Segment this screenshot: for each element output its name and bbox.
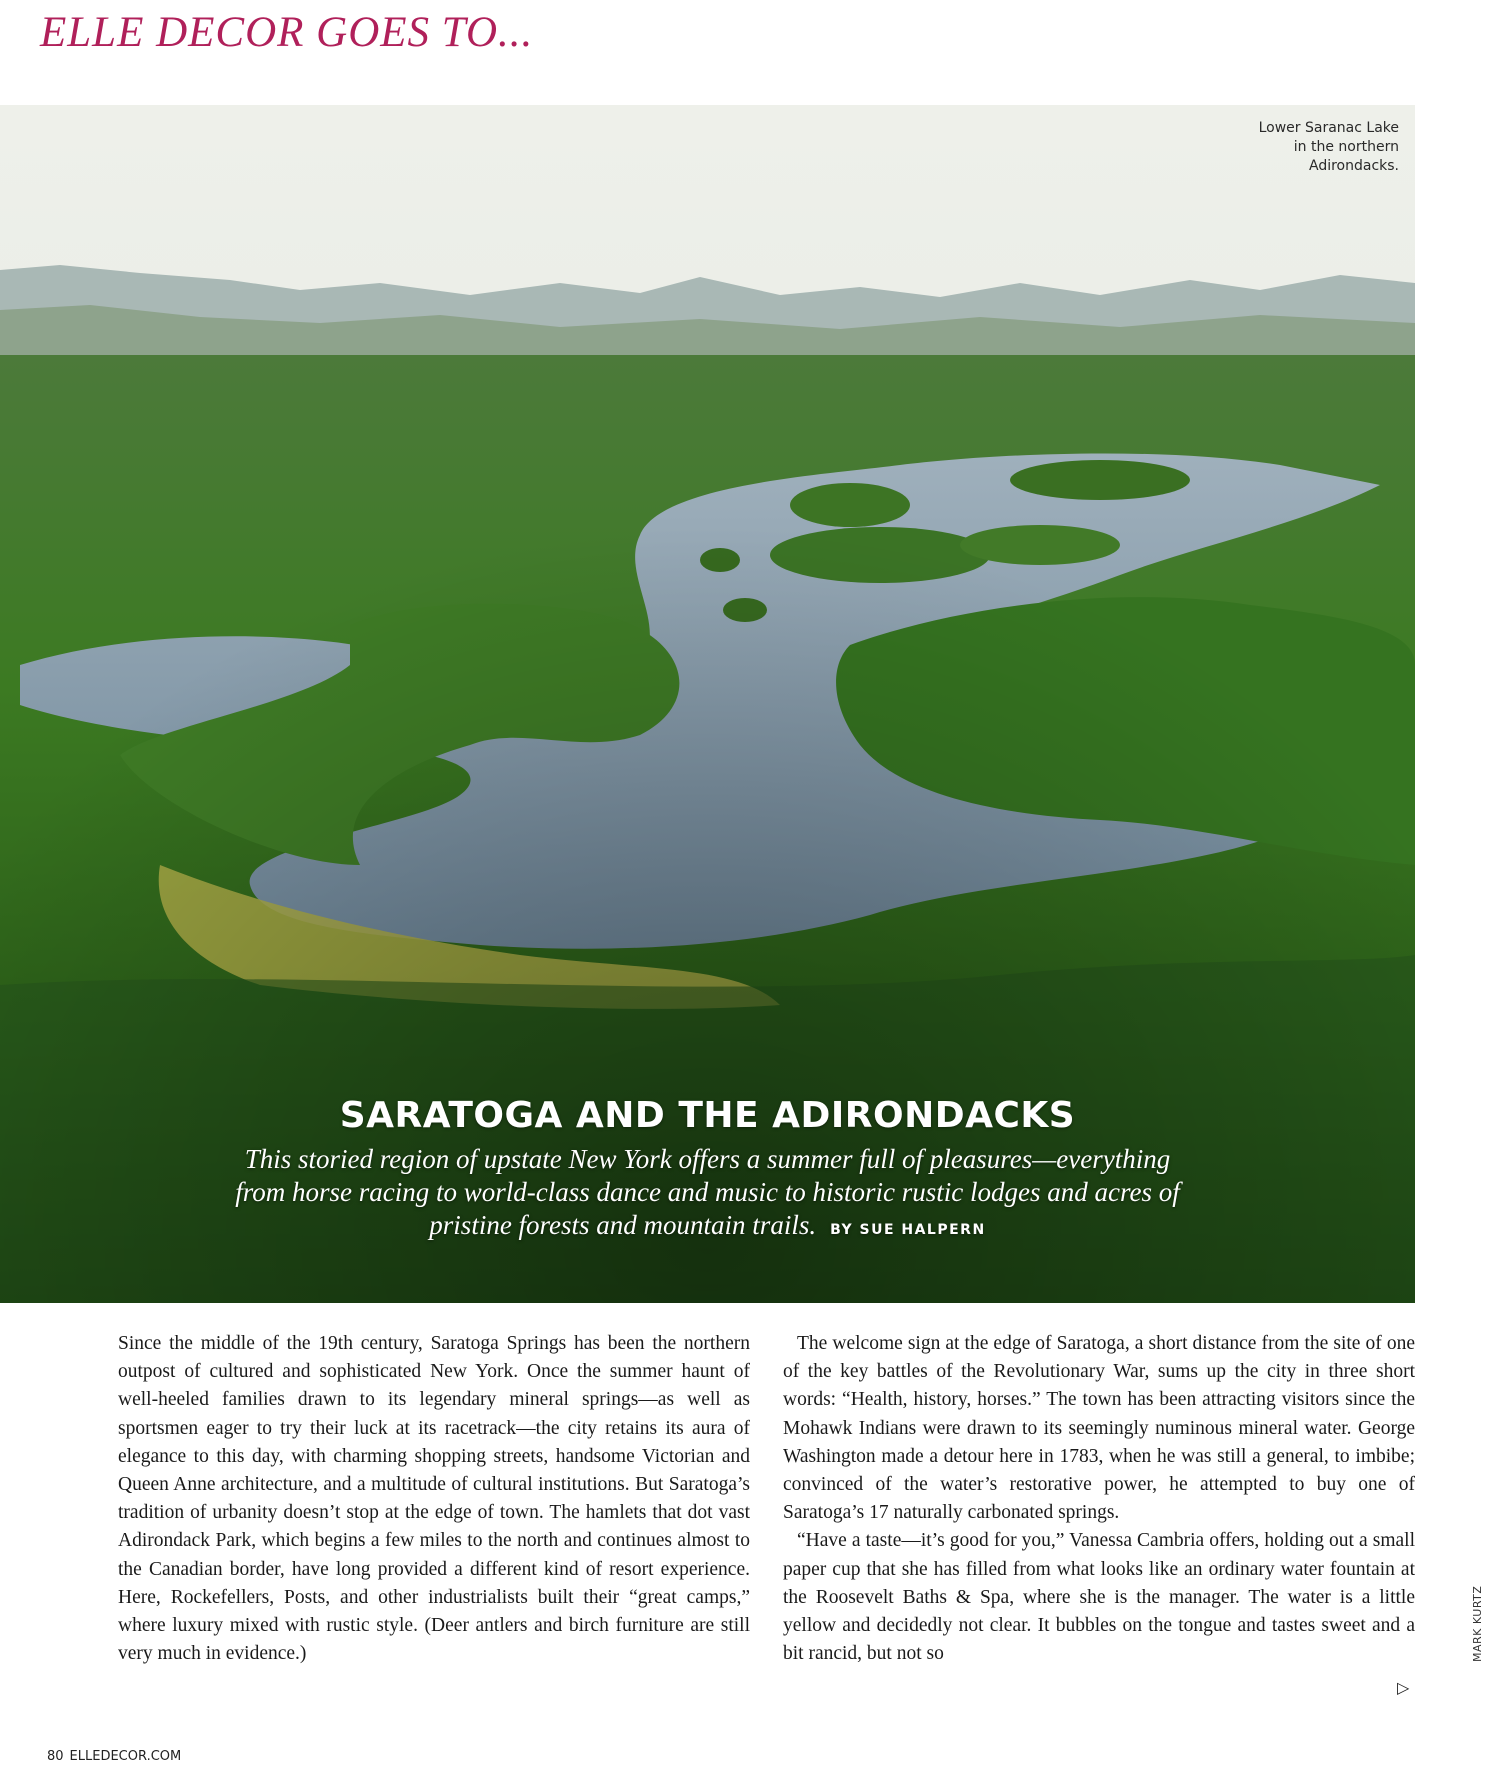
body-paragraph: The welcome sign at the edge of Saratoga, a short distance from the site of one of the key battles of the Revolutionary War, sums up the city in three short words: “Health, history, horses.” The town has been attracting visitors since the Mohawk Indians were drawn to its seemingly numinous mineral water. George Washington made a detour here in 1783, when he was still a general, to imbibe; convinced of the water’s restorative power, he attempted to buy one of Saratoga’s 17 naturally carbonated springs. [783, 1333, 1415, 1524]
body-paragraph: “Have a taste—it’s good for you,” Vanessa Cambria offers, holding out a small paper cup that she has filled from what looks like an ordinary water fountain at the Roosevelt Baths & Spa, where she is the manager. The water is a little yellow and decidedly not clear. It bubbles on the tongue and tastes sweet and a bit rancid, but not so [783, 1530, 1415, 1665]
feature-title: SARATOGA AND THE ADIRONDACKS [339, 1095, 1076, 1136]
section-title: ELLE DECOR GOES TO... [40, 9, 534, 56]
deck-text: This storied region of upstate New York offers a summer full of pleasures—everything from horse racing to world-class dance and music to historic rustic lodges and acres of pristine forests and mountain trails. [235, 1144, 1180, 1240]
body-column-left [118, 1330, 750, 1668]
site-name: ELLEDECOR.COM [69, 1749, 182, 1764]
feature-deck [230, 1143, 1185, 1247]
hero-photo [0, 105, 1415, 1303]
page-footer [47, 1749, 181, 1764]
photo-credit: MARK KURTZ [1471, 1585, 1484, 1662]
continued-arrow-icon: ▷ [1397, 1678, 1410, 1697]
body-paragraph: Since the middle of the 19th century, Saratoga Springs has been the northern outpost of cultured and sophisticated New York. Once the summer haunt of well-heeled families drawn to its legendary mineral springs—as well as sportsmen eager to try their luck at its racetrack—the city retains its aura of elegance to this day, with charming shopping streets, handsome Victorian and Queen Anne architecture, and a multitude of cultural institutions. But Saratoga’s tradition of urbanity doesn’t stop at the edge of town. The hamlets that dot vast Adirondack Park, which begins a few miles to the north and continues almost to the Canadian border, have long provided a different kind of resort experience. Here, Rockefellers, Posts, and other industrialists built their “great camps,” where luxury mixed with rustic style. (Deer antlers and birch furniture are still very much in evidence.) [118, 1333, 750, 1665]
photo-caption: Lower Saranac Lake in the northern Adirondacks. [1258, 120, 1399, 174]
body-column-right [783, 1330, 1415, 1668]
page-number: 80 [47, 1749, 64, 1764]
byline: BY SUE HALPERN [830, 1222, 986, 1238]
